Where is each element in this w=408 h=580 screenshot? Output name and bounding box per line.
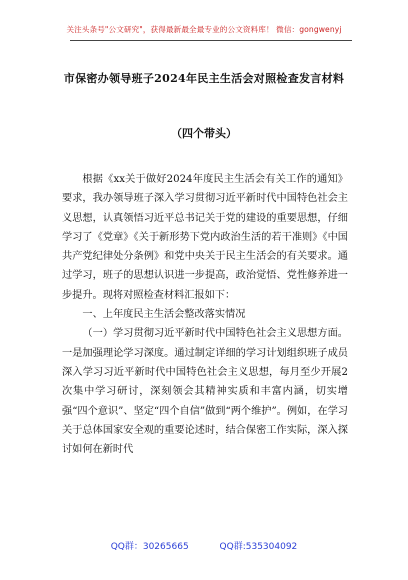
header-divider	[70, 40, 352, 41]
paragraph-section-1: （一）学习贯彻习近平新时代中国特色社会主义思想方面。一是加强理论学习深度。通过制定详细的学习计划组织班子成员深入学习习近平新时代中国特色社会主义思想，每月至少开展2次集中学习研讨，深刻领会其精神实质和丰富内涵，切实增强“四个意识”、坚定“四个自信”做到“两个维护”。例如，在学习关于总体国家安全观的重要论述时，结合保密工作实际，深入探讨如何在新时代	[62, 328, 348, 456]
header-banner: 关注头条号"公文研究"，获得最新最全最专业的公文资料库！ 微信：gongwenyj	[66, 25, 342, 34]
footer-qq-left: QQ群：30265665	[110, 542, 189, 552]
document-title: 市保密办领导班子2024年民主生活会对照检查发言材料	[63, 72, 345, 85]
footer-qq-right: QQ群:535304092	[219, 542, 298, 552]
section-heading: 一、上年度民主生活会整改落实情况	[82, 309, 246, 321]
footer-bar	[0, 539, 408, 552]
document-body	[62, 170, 348, 459]
paragraph-intro: 根据《xx关于做好2024年度民主生活会有关工作的通知》要求，我办领导班子深入学习贯彻习近平新时代中国特色社会主义思想，认真领悟习近平总书记关于党的建设的重要思想，仔细学习了《党章》《关于新形势下党内政治生活的若干准则》《中国共产党纪律处分条例》和党中央关于民主生活会的有关要求。通过学习，班子的思想认识进一步提高，政治觉悟、党性修养进一步提升。现将对照检查材料汇报如下：	[62, 174, 348, 301]
document-subtitle: （四个带头）	[171, 127, 237, 140]
